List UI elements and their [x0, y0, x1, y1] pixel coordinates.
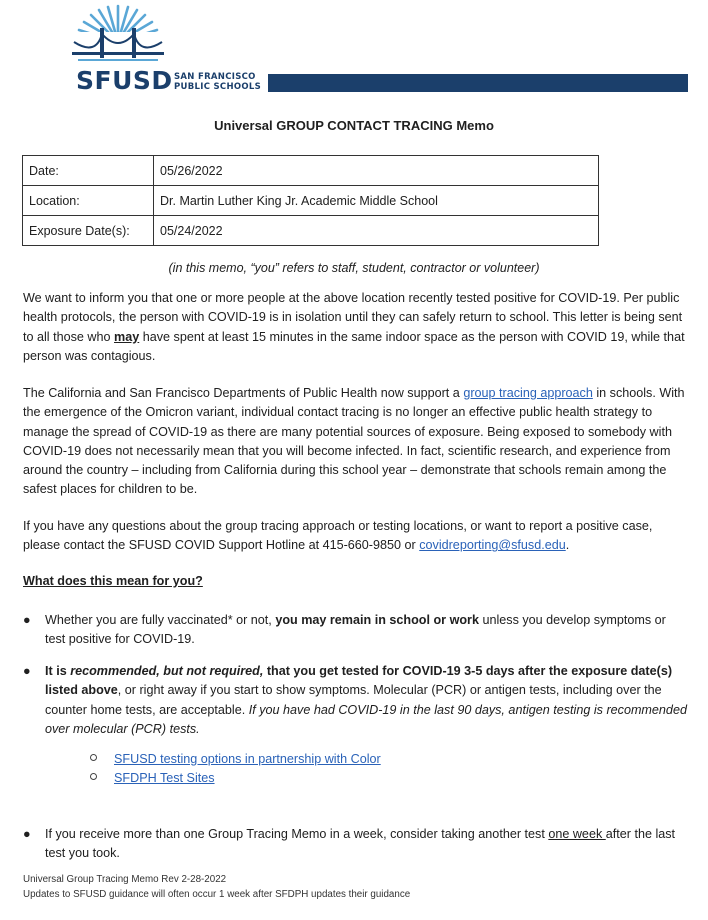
list-item — [90, 769, 215, 788]
bullet-icon: ● — [23, 613, 31, 627]
date-value: 05/26/2022 — [154, 156, 599, 186]
contact-text-b: . — [565, 538, 570, 553]
approach-text-a: The California and San Francisco Departments of Public Health now support a — [23, 386, 464, 400]
memo-title: Universal GROUP CONTACT TRACING Memo — [214, 118, 494, 133]
brand-subtitle-line-1: SAN FRANCISCO — [174, 72, 256, 82]
brand-subtitle — [174, 72, 261, 92]
bullet1-text-b: unless you develop symptoms or test positive for COVID-19. — [45, 613, 666, 647]
table-row — [23, 156, 599, 186]
exposure-value: 05/24/2022 — [154, 216, 599, 246]
table-row — [23, 216, 599, 246]
approach-paragraph — [23, 384, 688, 500]
bullet2-text: , or right away if you start to show symptoms. Molecular (PCR) or antigen tests, including over the counter home tests, are acceptable. — [45, 683, 662, 717]
bullet3-text-b: after the last test you took. — [45, 827, 676, 861]
bullet2-italic: If you have had COVID-19 in the last 90 days, antigen testing is recommended over molecular (PCR) tests. — [45, 702, 687, 736]
footer-revision: Universal Group Tracing Memo Rev 2-28-2022 — [23, 874, 227, 885]
circle-bullet-icon — [90, 754, 97, 761]
contact-paragraph — [23, 517, 688, 556]
letterhead — [0, 0, 708, 100]
bullet-icon: ● — [23, 664, 31, 678]
list-item — [23, 662, 688, 739]
footer-note: Updates to SFUSD guidance will often occur 1 week after SFDPH updates their guidance — [23, 889, 411, 900]
list-item — [23, 825, 688, 864]
memo-info-table — [22, 155, 599, 246]
bullet1-bold: you may remain in school or work — [275, 613, 479, 627]
brand-subtitle-line-2: PUBLIC SCHOOLS — [174, 82, 262, 92]
intro-text-b: have spent at least 15 minutes in the same indoor space as the person with COVID 19, while that person was contagious. — [23, 329, 685, 363]
date-label: Date: — [23, 156, 154, 186]
covid-reporting-email-link[interactable]: covidreporting@sfusd.edu — [419, 538, 566, 553]
circle-bullet-icon — [90, 773, 97, 780]
list-item — [90, 750, 381, 769]
table-row — [23, 186, 599, 216]
memo-note: (in this memo, “you” refers to staff, student, contractor or volunteer) — [168, 261, 540, 275]
contact-text-a: If you have any questions about the group tracing approach or testing locations, or want to report a positive case, please contact the SFUSD COVID Support Hotline at 415-660-9850 or — [23, 519, 653, 553]
sfusd-testing-link[interactable]: SFUSD testing options in partnership with Color — [114, 752, 381, 766]
list-item — [23, 611, 688, 650]
exposure-label: Exposure Date(s): — [23, 216, 154, 246]
group-tracing-link[interactable]: group tracing approach — [463, 386, 593, 400]
bullet2-bold-italic: recommended, but not required, — [70, 664, 264, 678]
bullet2-bold-b: that you get tested for COVID-19 3-5 days after the exposure date(s) listed above — [45, 664, 673, 698]
intro-text-a: We want to inform you that one or more people at the above location recently tested positive for COVID-19. Per public health protocols, the person with COVID-19 is in isolation until they can safely return to school. This letter is being sent to all those who — [23, 291, 683, 344]
golden-gate-bridge-logo-icon — [70, 2, 166, 68]
brand-name: SFUSD — [76, 66, 173, 95]
section-heading: What does this mean for you? — [23, 574, 203, 588]
bullet2-bold-a: It is — [45, 664, 71, 678]
sfdph-test-sites-link[interactable]: SFDPH Test Sites — [114, 771, 215, 785]
bullet-icon: ● — [23, 827, 31, 841]
may-emphasis: may — [114, 329, 140, 344]
bullet3-underline: one week — [548, 827, 606, 841]
location-value: Dr. Martin Luther King Jr. Academic Middle School — [154, 186, 599, 216]
approach-text-b: in schools. With the emergence of the Omicron variant, individual contact tracing is no longer an effective public health strategy to manage the spread of COVID-19 as there are many potential sources of exposure. Being exposed to somebody with COVID-19 does not necessarily mean that you will become infected. In fact, scientific research, and experience from around the country – including from California during this school year – demonstrate that schools remain among the safest places for children to be. — [23, 386, 685, 497]
intro-paragraph — [23, 289, 688, 366]
bullet1-text-a: Whether you are fully vaccinated* or not, — [45, 613, 276, 627]
bullet3-text-a: If you receive more than one Group Tracing Memo in a week, consider taking another test — [45, 827, 549, 841]
location-label: Location: — [23, 186, 154, 216]
header-bar — [268, 74, 688, 92]
